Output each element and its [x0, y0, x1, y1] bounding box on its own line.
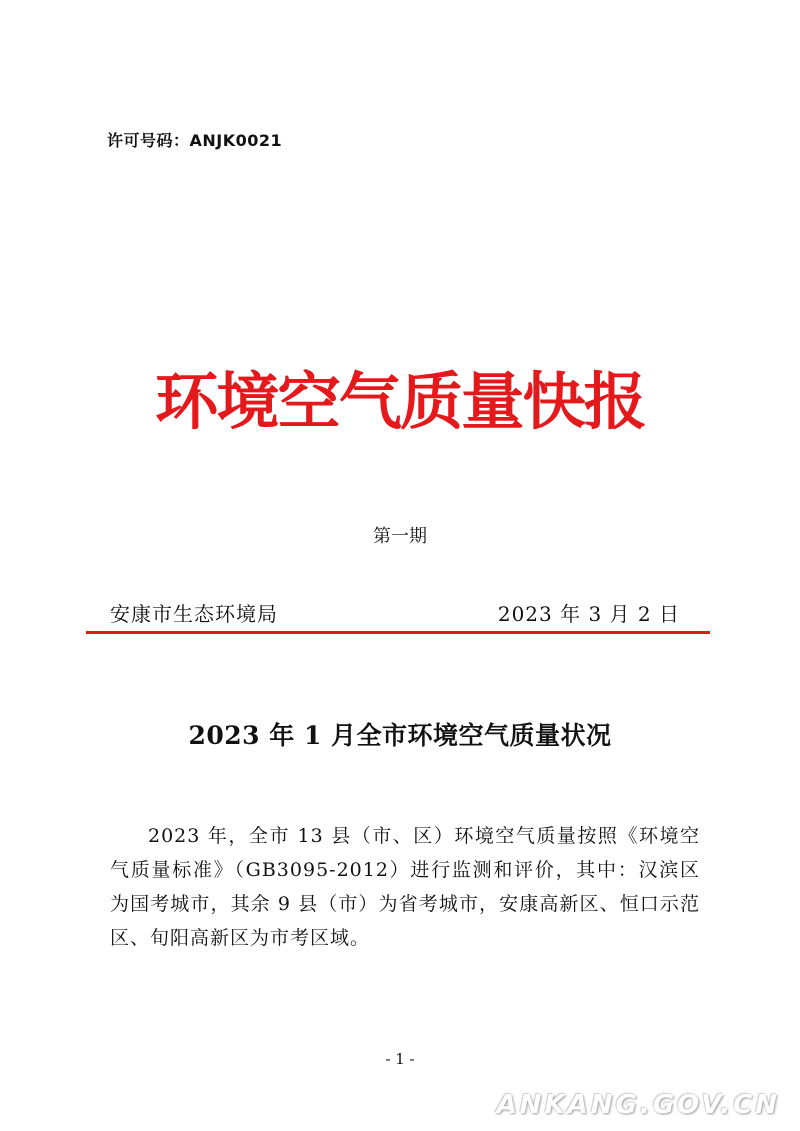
issuer-date-row: [110, 598, 680, 628]
license-number: 许可号码：ANJK0021: [107, 131, 283, 150]
body-paragraph: 2023 年，全市 13 县（市、区）环境空气质量按照《环境空气质量标准》（GB3095-2012）进行监测和评价，其中：汉滨区为国考城市，其余 9 县（市）为省考城市，安康高新区、恒口示范区、旬阳高新区为市考区域。: [110, 825, 700, 949]
article-title: 2023 年 1 月全市环境空气质量状况: [188, 721, 612, 750]
masthead-title: 环境空气质量快报: [155, 365, 645, 438]
site-watermark: ANKANG.GOV.CN: [496, 1090, 780, 1120]
issue-date: 2023 年 3 月 2 日: [497, 602, 680, 626]
page-number: - 1 -: [385, 1050, 415, 1068]
issue-label: 第一期: [373, 526, 427, 547]
issuer-name: 安康市生态环境局: [110, 602, 278, 626]
red-divider-line: [86, 631, 710, 634]
